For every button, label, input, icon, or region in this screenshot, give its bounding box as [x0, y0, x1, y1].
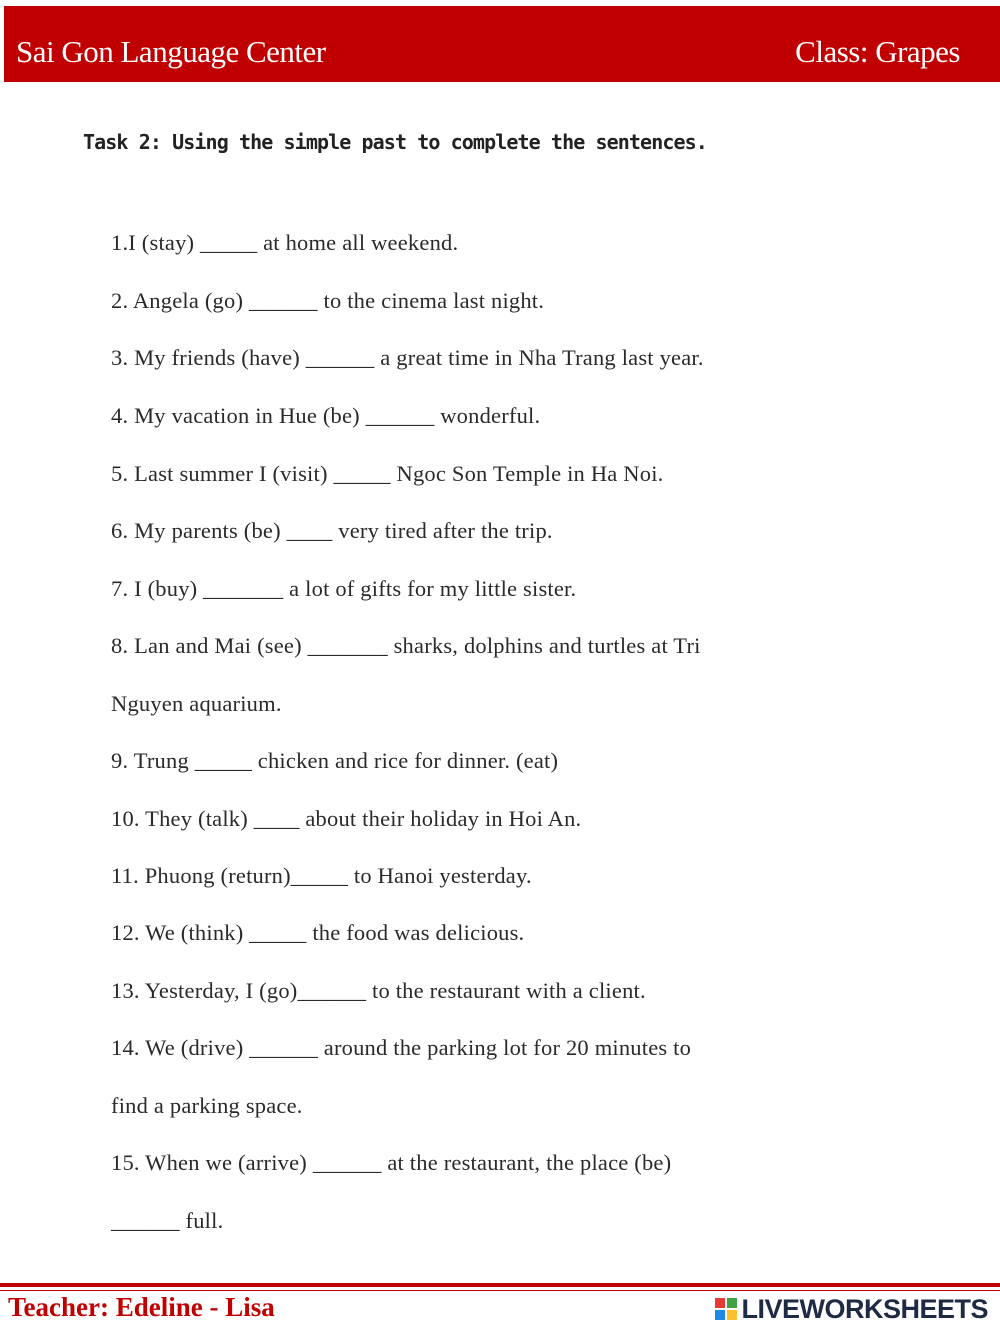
teacher-name: Teacher: Edeline - Lisa [8, 1292, 275, 1322]
exercise-line: 12. We (think) _____ the food was delicious. [111, 920, 525, 945]
liveworksheets-brand[interactable] [714, 1293, 988, 1325]
footer-divider-thin [0, 1290, 1000, 1291]
task-title: Task 2: Using the simple past to complete the sentences. [83, 130, 707, 154]
exercise-line: 13. Yesterday, I (go)______ to the restaurant with a client. [111, 978, 646, 1003]
exercise-line: 10. They (talk) ____ about their holiday in Hoi An. [111, 806, 582, 831]
exercise-line: 8. Lan and Mai (see) _______ sharks, dolphins and turtles at Tri [111, 633, 701, 658]
exercise-line: 5. Last summer I (visit) _____ Ngoc Son Temple in Ha Noi. [111, 461, 664, 486]
exercise-line: 1.I (stay) _____ at home all weekend. [111, 230, 459, 255]
exercise-line: 7. I (buy) _______ a lot of gifts for my little sister. [111, 576, 577, 601]
class-name: Class: Grapes [795, 34, 960, 69]
exercise-line: 2. Angela (go) ______ to the cinema last night. [111, 288, 545, 313]
exercise-line: 9. Trung _____ chicken and rice for dinner. (eat) [111, 748, 559, 773]
exercise-line: ______ full. [111, 1208, 224, 1233]
exercise-line: 6. My parents (be) ____ very tired after the trip. [111, 518, 553, 543]
exercise-line: find a parking space. [111, 1093, 303, 1118]
footer-divider [0, 1283, 1000, 1287]
exercise-line: Nguyen aquarium. [111, 691, 282, 716]
brand-text: LIVEWORKSHEETS [741, 1293, 988, 1324]
exercise-line: 4. My vacation in Hue (be) ______ wonderful. [111, 403, 541, 428]
header-bar [4, 6, 1000, 82]
exercise-line: 14. We (drive) ______ around the parking lot for 20 minutes to [111, 1035, 692, 1060]
exercise-line: 15. When we (arrive) ______ at the restaurant, the place (be) [111, 1150, 672, 1175]
exercise-line: 11. Phuong (return)_____ to Hanoi yesterday. [111, 863, 532, 888]
center-name: Sai Gon Language Center [16, 34, 326, 69]
exercise-line: 3. My friends (have) ______ a great time in Nha Trang last year. [111, 345, 704, 370]
liveworksheets-logo-icon [714, 1297, 738, 1321]
